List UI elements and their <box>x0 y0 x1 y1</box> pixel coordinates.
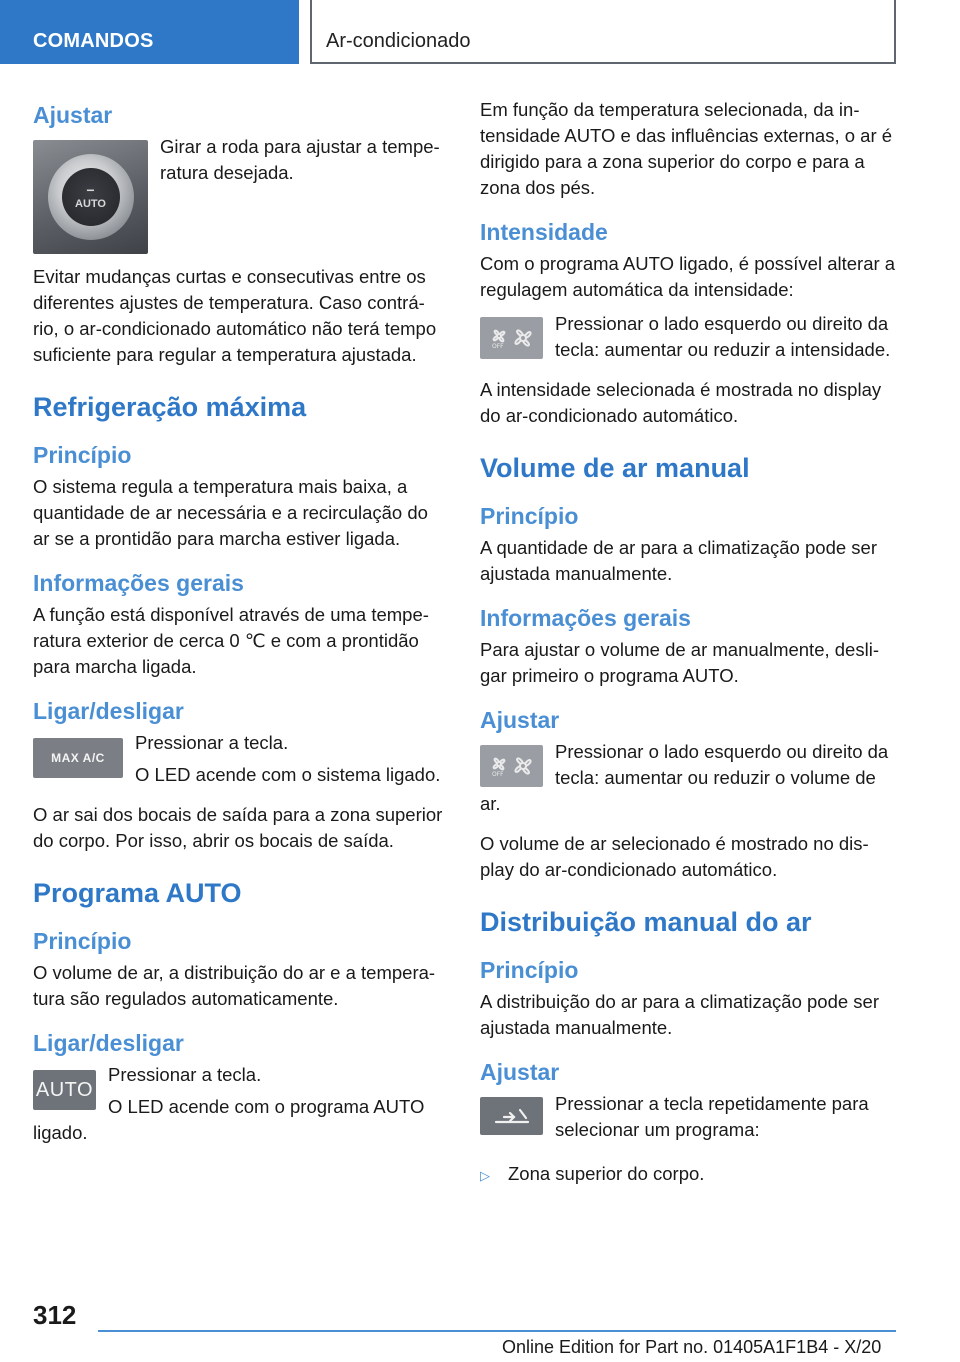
principio3-heading: Princípio <box>480 503 579 529</box>
right-column <box>480 97 900 1189</box>
knob-ring <box>48 154 134 240</box>
air-distribution-icon <box>490 1105 534 1127</box>
page-number: 312 <box>33 1300 77 1330</box>
knob-auto-label: AUTO <box>75 197 106 210</box>
info2-heading: Informações gerais <box>480 605 691 631</box>
ajustar-text: Girar a roda para ajustar a tempe-ratura desejada. <box>160 136 440 183</box>
info1-text: A função está disponível através de uma tempe-ratura exterior de cerca 0 ℃ e com a prontidão para marcha ligada. <box>33 604 429 677</box>
fan-button-image <box>480 317 543 359</box>
volume-heading: Volume de ar manual <box>480 453 750 483</box>
info1-heading: Informações gerais <box>33 570 244 596</box>
evitar-text: Evitar mudanças curtas e consecutivas entre os diferentes ajustes de temperatura. Caso contrá-rio, o ar-condicionado automático não terá tempo suficiente para regular a temperatura ajustada. <box>33 266 437 365</box>
triangle-bullet-icon: ▷ <box>480 1168 490 1183</box>
intensidade-button-text: Pressionar o lado esquerdo ou direito da tecla: aumentar ou reduzir a intensidade. <box>555 313 891 360</box>
fan-icon <box>488 754 536 778</box>
ajustar-heading: Ajustar <box>33 102 113 128</box>
knob-center <box>62 168 120 226</box>
ligar2-text2: O LED acende com o programa AUTO ligado. <box>33 1096 425 1143</box>
fan-icon <box>488 326 536 350</box>
auto-button-image <box>33 1070 96 1110</box>
ajustar2-heading: Ajustar <box>480 707 560 733</box>
ligar1-text3: O ar sai dos bocais de saída para a zona superior do corpo. Por isso, abrir os bocais de saída. <box>33 804 443 851</box>
distribuicao-heading: Distribuição manual do ar <box>480 907 812 937</box>
air-distribution-button-image <box>480 1097 543 1135</box>
refrigeracao-heading: Refrigeração máxima <box>33 392 307 422</box>
volume-display-text: O volume de ar selecionado é mostrado no dis-play do ar-condicionado automático. <box>480 833 869 880</box>
bullet-text: Zona superior do corpo. <box>508 1163 705 1184</box>
ligar1-heading: Ligar/desligar <box>33 698 184 724</box>
principio1-heading: Princípio <box>33 442 132 468</box>
principio2-heading: Princípio <box>33 928 132 954</box>
edition-text: Online Edition for Part no. 01405A1F1B4 - X/20 <box>502 1337 882 1357</box>
page-header <box>0 0 960 66</box>
info2-text: Para ajustar o volume de ar manualmente, desli-gar primeiro o programa AUTO. <box>480 639 879 686</box>
principio1-text: O sistema regula a temperatura mais baixa, a quantidade de ar necessária e a recirculação do ar se a prontidão para marcha estiver ligada. <box>33 476 428 549</box>
ligar1-text1: Pressionar a tecla. <box>135 732 289 753</box>
intro-text: Em função da temperatura selecionada, da in-tensidade AUTO e das influências externas, o ar é dirigido para a zona superior do corpo e para a zona dos pés. <box>480 99 893 198</box>
temperature-knob-image <box>33 140 148 254</box>
auto-heading: Programa AUTO <box>33 878 242 908</box>
ajustar3-button-text: Pressionar a tecla repetidamente para selecionar um programa: <box>555 1093 869 1140</box>
principio3-text: A quantidade de ar para a climatização pode ser ajustada manualmente. <box>480 537 877 584</box>
max-ac-label: MAX A/C <box>51 751 105 765</box>
ajustar2-button-text: Pressionar o lado esquerdo ou direito da tecla: aumentar ou reduzir o volume de ar. <box>480 741 889 814</box>
footer-divider <box>98 1330 896 1332</box>
svg-text:OFF: OFF <box>491 771 504 778</box>
left-column <box>33 100 445 1160</box>
ajustar3-heading: Ajustar <box>480 1059 560 1085</box>
svg-text:OFF: OFF <box>491 343 504 350</box>
principio4-heading: Princípio <box>480 957 579 983</box>
ligar2-block <box>33 1062 445 1154</box>
ligar2-heading: Ligar/desligar <box>33 1030 184 1056</box>
intensidade-display-text: A intensidade selecionada é mostrada no display do ar-condicionado automático. <box>480 379 882 426</box>
intensidade-block <box>480 311 900 371</box>
chapter-title: Ar-condicionado <box>310 0 896 64</box>
intensidade-text: Com o programa AUTO ligado, é possível alterar a regulagem automática da intensidade: <box>480 253 896 300</box>
ligar1-text2: O LED acende com o sistema ligado. <box>135 764 441 785</box>
list-item <box>480 1161 900 1189</box>
ligar2-text1: Pressionar a tecla. <box>108 1064 262 1085</box>
intensidade-heading: Intensidade <box>480 219 608 245</box>
ajustar3-block <box>480 1091 900 1151</box>
fan-button-image-2 <box>480 745 543 787</box>
auto-button-label: AUTO <box>35 1078 94 1101</box>
principio2-text: O volume de ar, a distribuição do ar e a tempera-tura são regulados automaticamente. <box>33 962 436 1009</box>
principio4-text: A distribuição do ar para a climatização pode ser ajustada manualmente. <box>480 991 879 1038</box>
ajustar-block <box>33 134 445 258</box>
section-tab: COMANDOS <box>0 0 299 64</box>
ligar1-block <box>33 730 445 796</box>
minus-icon: − <box>86 181 95 198</box>
max-ac-button-image <box>33 738 123 778</box>
ajustar2-block <box>480 739 900 825</box>
